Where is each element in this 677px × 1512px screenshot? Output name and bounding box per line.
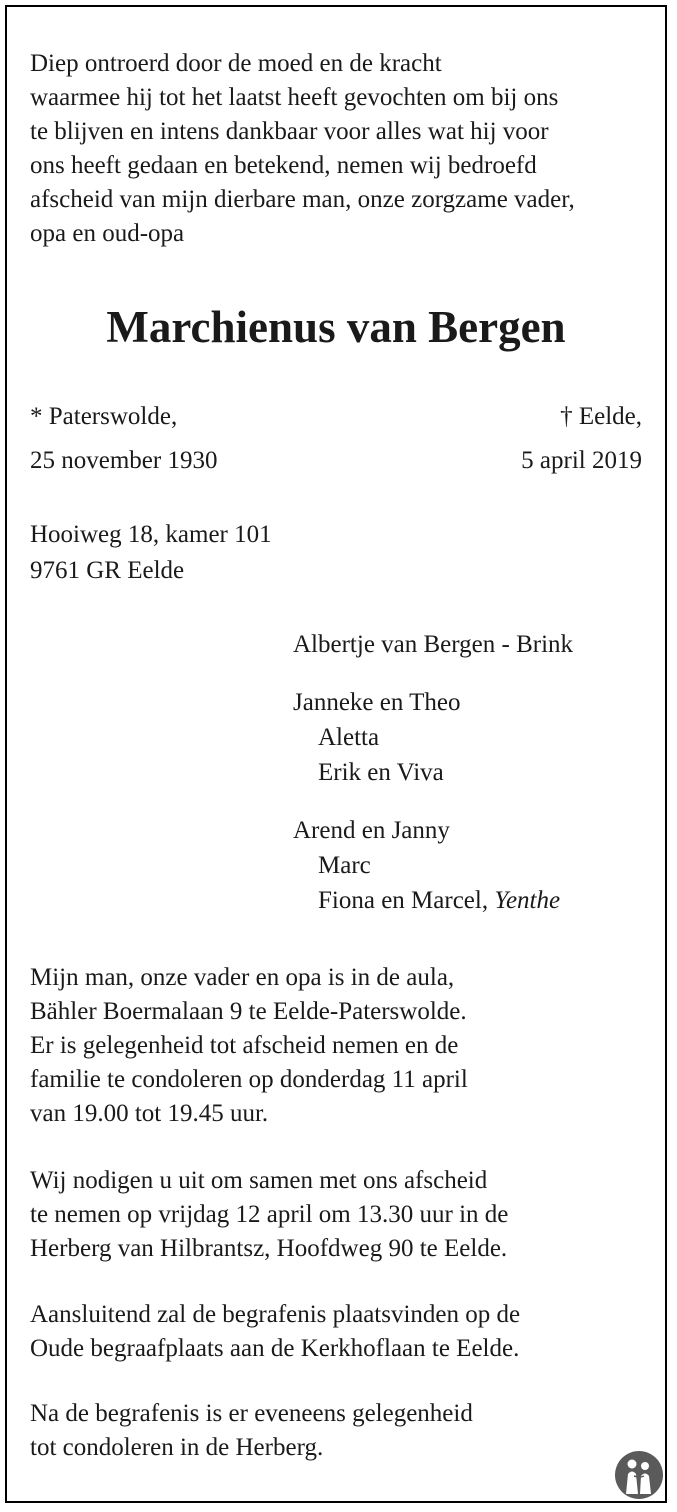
memorial-figures-icon	[614, 1450, 664, 1500]
death-place: † Eelde,	[560, 403, 642, 430]
child-name: Arend en Janny	[293, 817, 450, 844]
death-date: 5 april 2019	[521, 447, 642, 474]
great-grandchild-name: Yenthe	[494, 887, 561, 914]
paragraph-farewell: Wij nodigen u uit om samen met ons afscheid te nemen op vrijdag 12 april om 13.30 uur in de Herberg van Hilbrantsz, Hoofdweg 90 te Eelde.	[30, 1167, 509, 1262]
paragraph-visitation: Mijn man, onze vader en opa is in de aula, Bähler Boermalaan 9 te Eelde-Paterswolde. Er is gelegenheid tot afscheid nemen en de familie te condoleren op donderdag 11 april van 19.00 tot 19.45 uur.	[30, 964, 468, 1127]
birth-place: * Paterswolde,	[30, 403, 178, 430]
grandchild-name: Erik en Viva	[318, 759, 444, 786]
child-name: Janneke en Theo	[293, 689, 461, 716]
grandchild-name: Aletta	[318, 724, 380, 751]
intro-text: Diep ontroerd door de moed en de kracht waarmee hij tot het laatst heeft gevochten om bij ons te blijven en intens dankbaar voor alles wat hij voor ons heeft gedaan en betekend, nemen wij bedroefd afscheid van mijn dierbare man, onze zorgzame vader, opa en oud-opa	[30, 50, 575, 247]
obituary-card	[5, 5, 667, 1503]
address-line-2: 9761 GR Eelde	[30, 557, 185, 584]
grandchild-couple: Fiona en Marcel,	[318, 887, 489, 914]
paragraph-burial: Aansluitend zal de begrafenis plaatsvinden op de Oude begraafplaats aan de Kerkhoflaan te Eelde.	[30, 1301, 521, 1362]
address-line-1: Hooiweg 18, kamer 101	[30, 521, 272, 548]
birth-date: 25 november 1930	[30, 447, 218, 474]
paragraph-condolence: Na de begrafenis is er eveneens gelegenheid tot condoleren in de Herberg.	[30, 1400, 473, 1461]
grandchild-name	[318, 883, 560, 919]
deceased-name: Marchienus van Bergen	[106, 302, 566, 352]
grandchild-name: Marc	[318, 852, 371, 879]
spouse-name: Albertje van Bergen - Brink	[293, 631, 574, 658]
